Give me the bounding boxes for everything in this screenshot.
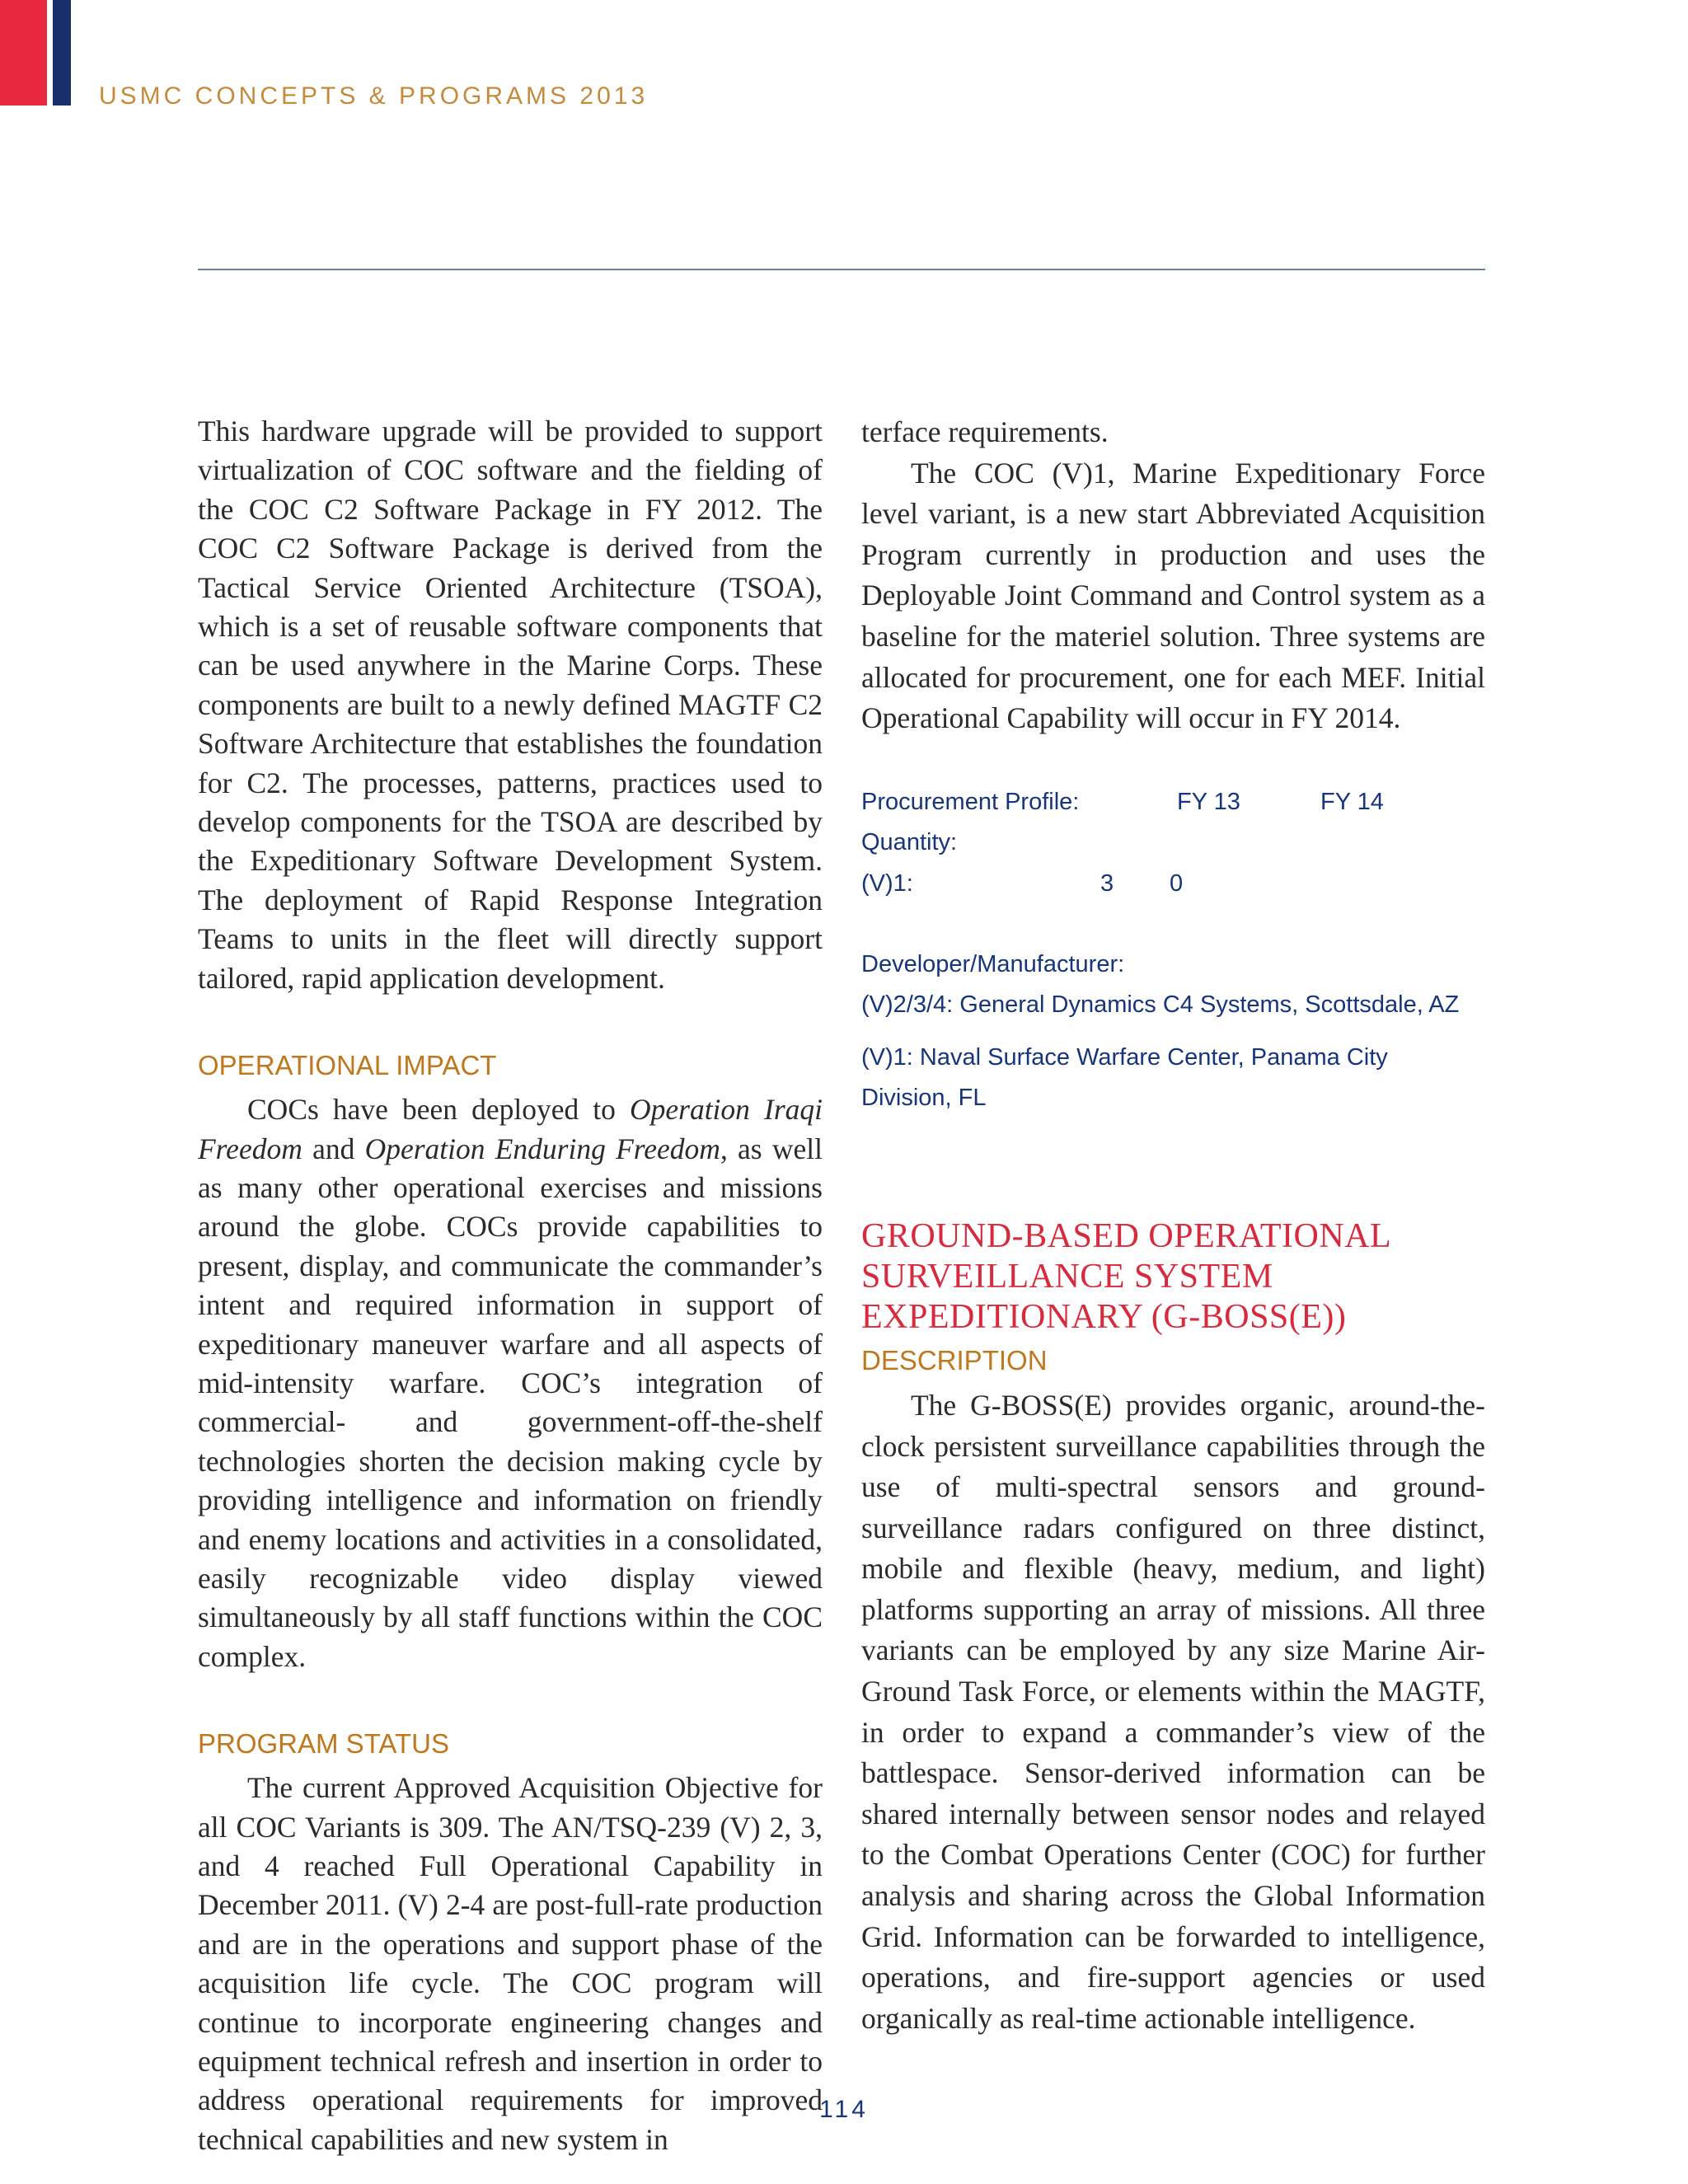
program-status-paragraph: The current Approved Acquisition Objective for all COC Variants is 309. The AN/TSQ-239 (V) 2, 3, and 4 reached Full Operational Capability in December 2011. (V) 2-4 are post-full-rate production and are in the operations and support phase of the acquisition life cycle. The COC program will continue to incorporate engineering changes and equipment technical refresh and insertion in order to address operational requirements for improved technical capabilities and new system in [198, 1771, 823, 2156]
description-paragraph: The G-BOSS(E) provides organic, around-the-clock persistent surveillance capabilities through the use of multi-spectral sensors and ground-surveillance radars configured on three distinct, mobile and flexible (heavy, medium, and light) platforms supporting an array of missions. All three variants can be employed by any size Marine Air-Ground Task Force, or elements within the MAGTF, in order to expand a commander’s view of the battlespace. Sensor-derived information can be shared internally between sensor nodes and relayed to the Combat Operations Center (COC) for further analysis and sharing across the Global Information Grid. Information can be forwarded to intelligence, operations, and fire-support agencies or used organically as real-time actionable intelligence. [861, 1388, 1485, 2035]
page-number: 114 [819, 2096, 869, 2123]
right-column [861, 412, 1485, 2039]
fy14-header: FY 14 [1320, 788, 1384, 815]
developer-manufacturer [861, 944, 1485, 1119]
operational-impact-heading: OPERATIONAL IMPACT [198, 1050, 497, 1081]
developer-line-2: (V)1: Naval Surface Warfare Center, Panama City [861, 1043, 1388, 1071]
intro-paragraph: This hardware upgrade will be provided to support virtualization of COC software and the fielding of the COC C2 Software Package in FY 2012. The COC C2 Software Package is derived from the Tactical Service Oriented Architecture (TSOA), which is a set of reusable software components that can be used anywhere in the Marine Corps. These components are built to a newly defined MAGTF C2 Software Architecture that establishes the foundation for C2. The processes, patterns, practices used to develop components for the TSOA are described by the Expeditionary Software Development System. The deployment of Rapid Response Integration Teams to units in the fleet will directly support tailored, rapid application development. [198, 415, 823, 995]
quantity-label: Quantity: [861, 829, 958, 856]
developer-label: Developer/Manufacturer: [861, 950, 1125, 977]
procurement-profile [861, 782, 1485, 905]
fy13-value: 3 [1100, 869, 1114, 897]
description-heading: DESCRIPTION [861, 1344, 1048, 1376]
header-blue-bar [53, 0, 71, 105]
continuation-text: terface requirements. [861, 415, 1109, 448]
fy13-header: FY 13 [1177, 788, 1240, 815]
operation-enduring-freedom: Operation Enduring Freedom [364, 1132, 720, 1165]
variant-label: (V)1: [861, 869, 913, 897]
left-column [198, 412, 823, 2159]
procurement-label: Procurement Profile: [861, 788, 1080, 815]
developer-line-1: (V)2/3/4: General Dynamics C4 Systems, Scottsdale, AZ [861, 991, 1460, 1019]
gboss-section-title: GROUND-BASED OPERATIONAL SURVEILLANCE SYSTEM EXPEDITIONARY (G-BOSS(E)) [861, 1216, 1392, 1336]
operation-iraqi-freedom: Operation Iraqi Freedom [198, 1093, 823, 1165]
running-head: USMC CONCEPTS & PROGRAMS 2013 [99, 82, 649, 110]
operational-impact-paragraph: COCs have been deployed to Operation Iraqi Freedom and Operation Enduring Freedom, as well as many other operational exercises and missions around the globe. COCs provide capabilities to present, display, and communicate the commander’s intent and required information in support of expeditionary maneuver warfare and all aspects of mid-intensity warfare. COC’s integration of commercial- and government-off-the-shelf technologies shorten the decision making cycle by providing intelligence and information on friendly and enemy locations and activities in a consolidated, easily recognizable video display viewed simultaneously by all staff functions within the COC complex. [198, 1093, 823, 1673]
header-rule [198, 269, 1485, 270]
developer-line-3: Division, FL [861, 1085, 987, 1112]
header-red-bar [0, 0, 47, 105]
program-status-heading: PROGRAM STATUS [198, 1728, 449, 1760]
coc-v1-paragraph: The COC (V)1, Marine Expeditionary Force level variant, is a new start Abbreviated Acquisition Program currently in production and uses the Deployable Joint Command and Control system as a baseline for the materiel solution. Three systems are allocated for procurement, one for each MEF. Initial Operational Capability will occur in FY 2014. [861, 456, 1485, 735]
fy14-value: 0 [1170, 869, 1184, 897]
